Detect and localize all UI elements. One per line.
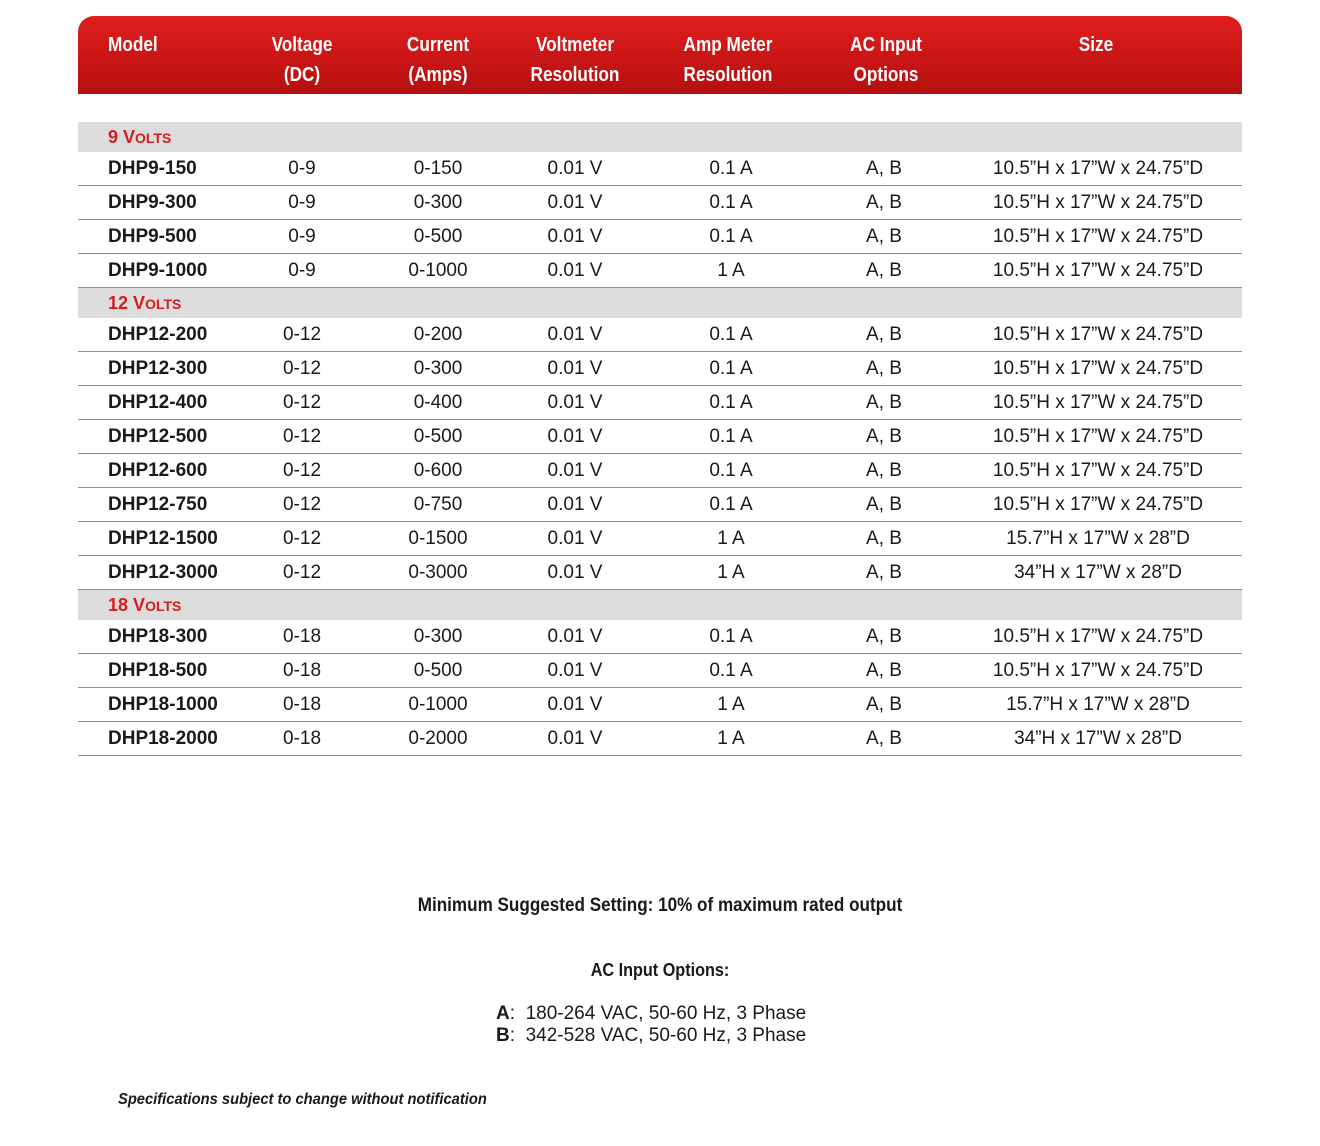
cell-voltmeter-resolution: 0.01 V xyxy=(547,528,603,549)
cell-ac-input: A, B xyxy=(866,392,902,413)
header-size: Size xyxy=(1078,34,1114,56)
table-row xyxy=(78,454,1242,488)
disclaimer: Specifications subject to change without notification xyxy=(118,1091,487,1108)
cell-model: DHP12-600 xyxy=(108,460,208,481)
cell-ampmeter-resolution: 0.1 A xyxy=(709,494,753,515)
group-unit-initial: V xyxy=(133,293,146,313)
group-unit-rest: OLTS xyxy=(145,296,182,312)
cell-voltmeter-resolution: 0.01 V xyxy=(547,562,603,583)
cell-model: DHP9-500 xyxy=(108,226,197,247)
cell-ampmeter-resolution: 0.1 A xyxy=(709,392,753,413)
cell-current: 0-1000 xyxy=(408,260,468,281)
cell-ac-input: A, B xyxy=(866,358,902,379)
cell-voltage: 0-12 xyxy=(282,460,322,481)
cell-current: 0-400 xyxy=(413,392,463,413)
spec-table xyxy=(78,122,1242,756)
cell-current: 0-1000 xyxy=(408,694,468,715)
cell-voltmeter-resolution: 0.01 V xyxy=(547,192,603,213)
cell-voltage: 0-12 xyxy=(282,392,322,413)
table-row xyxy=(78,254,1242,288)
cell-size: 10.5”H x 17”W x 24.75”D xyxy=(992,226,1204,247)
cell-size: 10.5”H x 17”W x 24.75”D xyxy=(992,626,1204,647)
cell-size: 10.5”H x 17”W x 24.75”D xyxy=(992,158,1204,179)
cell-voltmeter-resolution: 0.01 V xyxy=(547,226,603,247)
cell-size: 34”H x 17”W x 28”D xyxy=(1014,728,1182,749)
cell-voltage: 0-9 xyxy=(288,158,316,179)
cell-ac-input: A, B xyxy=(866,626,902,647)
cell-voltmeter-resolution: 0.01 V xyxy=(547,494,603,515)
group-unit-initial: V xyxy=(133,595,146,615)
ac-input-options-title: AC Input Options: xyxy=(590,960,730,980)
table-row xyxy=(78,420,1242,454)
cell-model: DHP12-3000 xyxy=(108,562,218,583)
table-row xyxy=(78,186,1242,220)
cell-size: 10.5”H x 17”W x 24.75”D xyxy=(992,192,1204,213)
cell-current: 0-300 xyxy=(413,626,463,647)
cell-ac-input: A, B xyxy=(866,260,902,281)
cell-model: DHP9-1000 xyxy=(108,260,208,281)
cell-voltmeter-resolution: 0.01 V xyxy=(547,694,603,715)
cell-voltage: 0-9 xyxy=(288,192,316,213)
cell-voltmeter-resolution: 0.01 V xyxy=(547,392,603,413)
cell-ampmeter-resolution: 0.1 A xyxy=(709,192,753,213)
cell-voltage: 0-18 xyxy=(282,660,322,681)
cell-size: 10.5”H x 17”W x 24.75”D xyxy=(992,260,1204,281)
cell-voltmeter-resolution: 0.01 V xyxy=(547,626,603,647)
cell-size: 10.5”H x 17”W x 24.75”D xyxy=(992,426,1204,447)
cell-ampmeter-resolution: 1 A xyxy=(717,528,745,549)
cell-current: 0-150 xyxy=(413,158,463,179)
header-ac-input-options: AC Input Options xyxy=(850,34,922,86)
cell-model: DHP18-2000 xyxy=(108,728,218,749)
cell-size: 15.7”H x 17”W x 28”D xyxy=(1006,694,1190,715)
cell-model: DHP12-1500 xyxy=(108,528,218,549)
cell-ac-input: A, B xyxy=(866,158,902,179)
cell-size: 10.5”H x 17”W x 24.75”D xyxy=(992,660,1204,681)
cell-voltmeter-resolution: 0.01 V xyxy=(547,358,603,379)
cell-model: DHP18-500 xyxy=(108,660,208,681)
cell-voltage: 0-12 xyxy=(282,562,322,583)
cell-voltage: 0-9 xyxy=(288,226,316,247)
header-ampmeter-resolution: Amp Meter Resolution xyxy=(683,34,773,86)
cell-voltmeter-resolution: 0.01 V xyxy=(547,158,603,179)
cell-ac-input: A, B xyxy=(866,324,902,345)
table-header xyxy=(78,16,1242,94)
cell-voltage: 0-12 xyxy=(282,494,322,515)
cell-ampmeter-resolution: 1 A xyxy=(717,562,745,583)
cell-current: 0-200 xyxy=(413,324,463,345)
cell-current: 0-300 xyxy=(413,192,463,213)
cell-current: 0-500 xyxy=(413,660,463,681)
cell-current: 0-2000 xyxy=(408,728,468,749)
cell-ampmeter-resolution: 0.1 A xyxy=(709,324,753,345)
cell-ampmeter-resolution: 1 A xyxy=(717,260,745,281)
cell-current: 0-750 xyxy=(413,494,463,515)
cell-voltage: 0-12 xyxy=(282,426,322,447)
cell-ac-input: A, B xyxy=(866,660,902,681)
cell-voltage: 0-12 xyxy=(282,528,322,549)
group-label xyxy=(108,292,181,315)
cell-current: 0-500 xyxy=(413,226,463,247)
table-row xyxy=(78,522,1242,556)
cell-size: 10.5”H x 17”W x 24.75”D xyxy=(992,460,1204,481)
cell-voltage: 0-18 xyxy=(282,728,322,749)
table-row xyxy=(78,488,1242,522)
cell-model: DHP9-150 xyxy=(108,158,197,179)
cell-model: DHP18-300 xyxy=(108,626,208,647)
cell-voltmeter-resolution: 0.01 V xyxy=(547,660,603,681)
cell-size: 15.7”H x 17”W x 28”D xyxy=(1006,528,1190,549)
cell-ampmeter-resolution: 0.1 A xyxy=(709,626,753,647)
table-row xyxy=(78,318,1242,352)
cell-size: 10.5”H x 17”W x 24.75”D xyxy=(992,392,1204,413)
cell-current: 0-300 xyxy=(413,358,463,379)
header-voltage: Voltage (DC) xyxy=(271,34,333,86)
cell-voltage: 0-18 xyxy=(282,626,322,647)
group-band xyxy=(78,288,1242,318)
table-row xyxy=(78,152,1242,186)
cell-voltage: 0-12 xyxy=(282,324,322,345)
table-row xyxy=(78,620,1242,654)
ac-input-options-list xyxy=(496,1003,806,1047)
group-unit-rest: OLTS xyxy=(135,130,172,146)
group-band xyxy=(78,590,1242,620)
group-unit-initial: V xyxy=(123,127,136,147)
cell-ac-input: A, B xyxy=(866,528,902,549)
group-band xyxy=(78,122,1242,152)
cell-voltmeter-resolution: 0.01 V xyxy=(547,728,603,749)
cell-size: 34”H x 17”W x 28”D xyxy=(1014,562,1182,583)
cell-ac-input: A, B xyxy=(866,494,902,515)
cell-current: 0-600 xyxy=(413,460,463,481)
group-number: 12 xyxy=(108,293,129,313)
cell-size: 10.5”H x 17”W x 24.75”D xyxy=(992,494,1204,515)
cell-ampmeter-resolution: 0.1 A xyxy=(709,158,753,179)
header-voltmeter-resolution: Voltmeter Resolution xyxy=(530,34,620,86)
cell-model: DHP12-200 xyxy=(108,324,208,345)
cell-ampmeter-resolution: 0.1 A xyxy=(709,460,753,481)
cell-ampmeter-resolution: 1 A xyxy=(717,728,745,749)
cell-ac-input: A, B xyxy=(866,426,902,447)
cell-model: DHP12-400 xyxy=(108,392,208,413)
cell-ac-input: A, B xyxy=(866,192,902,213)
cell-ac-input: A, B xyxy=(866,562,902,583)
table-row xyxy=(78,722,1242,756)
table-row xyxy=(78,688,1242,722)
cell-current: 0-1500 xyxy=(408,528,468,549)
cell-ampmeter-resolution: 1 A xyxy=(717,694,745,715)
cell-current: 0-500 xyxy=(413,426,463,447)
table-row xyxy=(78,556,1242,590)
cell-voltmeter-resolution: 0.01 V xyxy=(547,426,603,447)
table-row xyxy=(78,386,1242,420)
cell-model: DHP9-300 xyxy=(108,192,197,213)
cell-voltmeter-resolution: 0.01 V xyxy=(547,260,603,281)
header-current: Current (Amps) xyxy=(406,34,470,86)
table-row xyxy=(78,352,1242,386)
minimum-setting-note: Minimum Suggested Setting: 10% of maximum rated output xyxy=(417,895,903,916)
group-number: 18 xyxy=(108,595,129,615)
ac-option-a: A: 180-264 VAC, 50-60 Hz, 3 Phase xyxy=(496,1003,807,1024)
cell-voltmeter-resolution: 0.01 V xyxy=(547,324,603,345)
cell-ac-input: A, B xyxy=(866,460,902,481)
cell-model: DHP18-1000 xyxy=(108,694,218,715)
cell-voltage: 0-12 xyxy=(282,358,322,379)
table-row xyxy=(78,220,1242,254)
cell-current: 0-3000 xyxy=(408,562,468,583)
header-model: Model xyxy=(108,34,158,56)
cell-ampmeter-resolution: 0.1 A xyxy=(709,358,753,379)
cell-ampmeter-resolution: 0.1 A xyxy=(709,226,753,247)
table-row xyxy=(78,654,1242,688)
group-label xyxy=(108,594,181,617)
cell-ac-input: A, B xyxy=(866,728,902,749)
cell-ampmeter-resolution: 0.1 A xyxy=(709,660,753,681)
cell-ac-input: A, B xyxy=(866,226,902,247)
cell-voltage: 0-18 xyxy=(282,694,322,715)
group-number: 9 xyxy=(108,127,119,147)
cell-size: 10.5”H x 17”W x 24.75”D xyxy=(992,324,1204,345)
cell-model: DHP12-300 xyxy=(108,358,208,379)
group-unit-rest: OLTS xyxy=(145,598,182,614)
ac-option-b: B: 342-528 VAC, 50-60 Hz, 3 Phase xyxy=(496,1025,807,1046)
cell-size: 10.5”H x 17”W x 24.75”D xyxy=(992,358,1204,379)
cell-voltmeter-resolution: 0.01 V xyxy=(547,460,603,481)
cell-ac-input: A, B xyxy=(866,694,902,715)
cell-ampmeter-resolution: 0.1 A xyxy=(709,426,753,447)
cell-model: DHP12-750 xyxy=(108,494,208,515)
cell-model: DHP12-500 xyxy=(108,426,208,447)
group-label xyxy=(108,126,171,149)
cell-voltage: 0-9 xyxy=(288,260,316,281)
